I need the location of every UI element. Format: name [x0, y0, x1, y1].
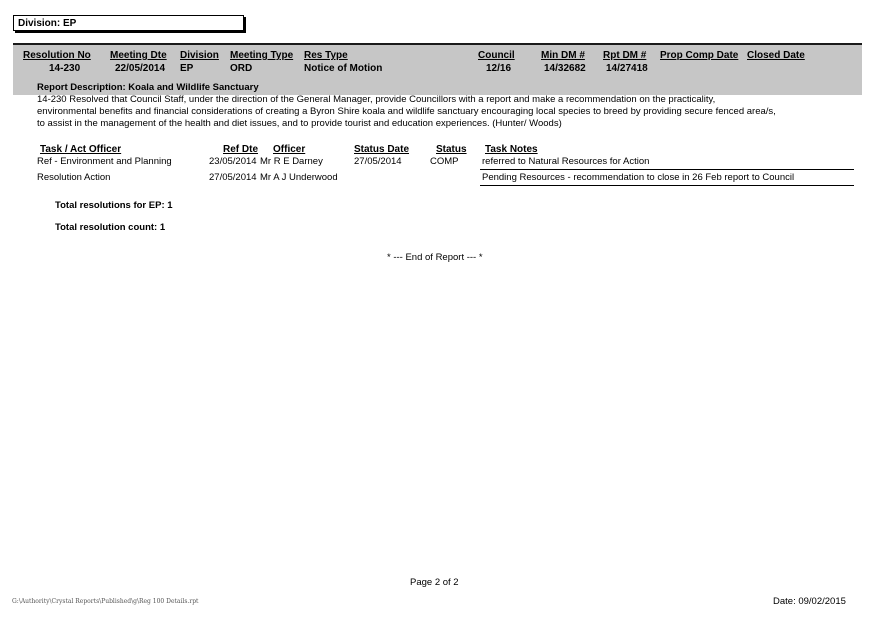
- total-resolution-count: Total resolution count: 1: [55, 222, 166, 233]
- header-label-rpt-dm: Rpt DM #: [603, 50, 647, 61]
- header-label-resolution-no: Resolution No: [23, 50, 91, 61]
- end-of-report: * --- End of Report --- *: [387, 252, 483, 263]
- header-label-meeting-type: Meeting Type: [230, 50, 294, 61]
- task-label-ref-dte: Ref Dte: [223, 144, 259, 155]
- header-value-resolution-no: 14-230: [49, 63, 81, 74]
- report-file-path: G:\Authority\Crystal Reports\Published\g\Reg 100 Details.rpt: [12, 598, 199, 605]
- header-label-res-type: Res Type: [304, 50, 348, 61]
- report-description-heading: Report Description: Koala and Wildlife Sanctuary: [37, 82, 259, 93]
- header-value-rpt-dm: 14/27418: [606, 63, 648, 74]
- task-label-task-notes: Task Notes: [485, 144, 538, 155]
- task-label-status: Status: [436, 144, 467, 155]
- report-description-line-1: 14-230 Resolved that Council Staff, under the direction of the General Manager, provide Councillors with a report and make a recommendation on the practicality,: [37, 94, 716, 105]
- task-row-1-task: Ref - Environment and Planning: [37, 156, 172, 167]
- task-row-1-status-date: 27/05/2014: [354, 156, 402, 167]
- task-row-2-notes-rule: [480, 185, 854, 186]
- task-row-1-status: COMP: [430, 156, 459, 167]
- header-value-council: 12/16: [486, 63, 512, 74]
- task-label-officer: Officer: [273, 144, 306, 155]
- header-label-prop-comp-date: Prop Comp Date: [660, 50, 739, 61]
- report-description-line-3: to assist in the management of the health and diet issues, and to provide tourist and education experiences. (Hunter/ Woods): [37, 118, 562, 129]
- header-label-min-dm: Min DM #: [541, 50, 585, 61]
- task-row-1-officer: Mr R E Darney: [260, 156, 323, 167]
- report-description-line-2: environmental benefits and financial considerations of creating a Byron Shire koala and wildlife sanctuary encouraging local species to breed by providing secure fenced area/s,: [37, 106, 776, 117]
- header-value-min-dm: 14/32682: [544, 63, 586, 74]
- task-row-2-task: Resolution Action: [37, 172, 111, 183]
- task-label-status-date: Status Date: [354, 144, 410, 155]
- task-label-task-officer: Task / Act Officer: [40, 144, 122, 155]
- task-row-1-ref-dte: 23/05/2014: [209, 156, 257, 167]
- header-value-division: EP: [180, 63, 194, 74]
- task-row-1-notes-rule: [480, 169, 854, 170]
- task-row-2-officer: Mr A J Underwood: [260, 172, 338, 183]
- task-row-2-ref-dte: 27/05/2014: [209, 172, 257, 183]
- header-value-meeting-type: ORD: [230, 63, 253, 74]
- division-box: Division: EP: [13, 15, 244, 31]
- header-label-council: Council: [478, 50, 515, 61]
- header-value-res-type: Notice of Motion: [304, 63, 383, 74]
- task-row-1-notes: referred to Natural Resources for Action: [482, 156, 650, 167]
- page-number: Page 2 of 2: [410, 577, 459, 588]
- report-date: Date: 09/02/2015: [773, 596, 846, 607]
- header-label-closed-date: Closed Date: [747, 50, 805, 61]
- task-row-2-notes: Pending Resources - recommendation to close in 26 Feb report to Council: [482, 172, 795, 183]
- header-label-division: Division: [180, 50, 219, 61]
- total-resolutions-division: Total resolutions for EP: 1: [55, 200, 173, 211]
- header-value-meeting-dte: 22/05/2014: [115, 63, 166, 74]
- header-label-meeting-dte: Meeting Dte: [110, 50, 167, 61]
